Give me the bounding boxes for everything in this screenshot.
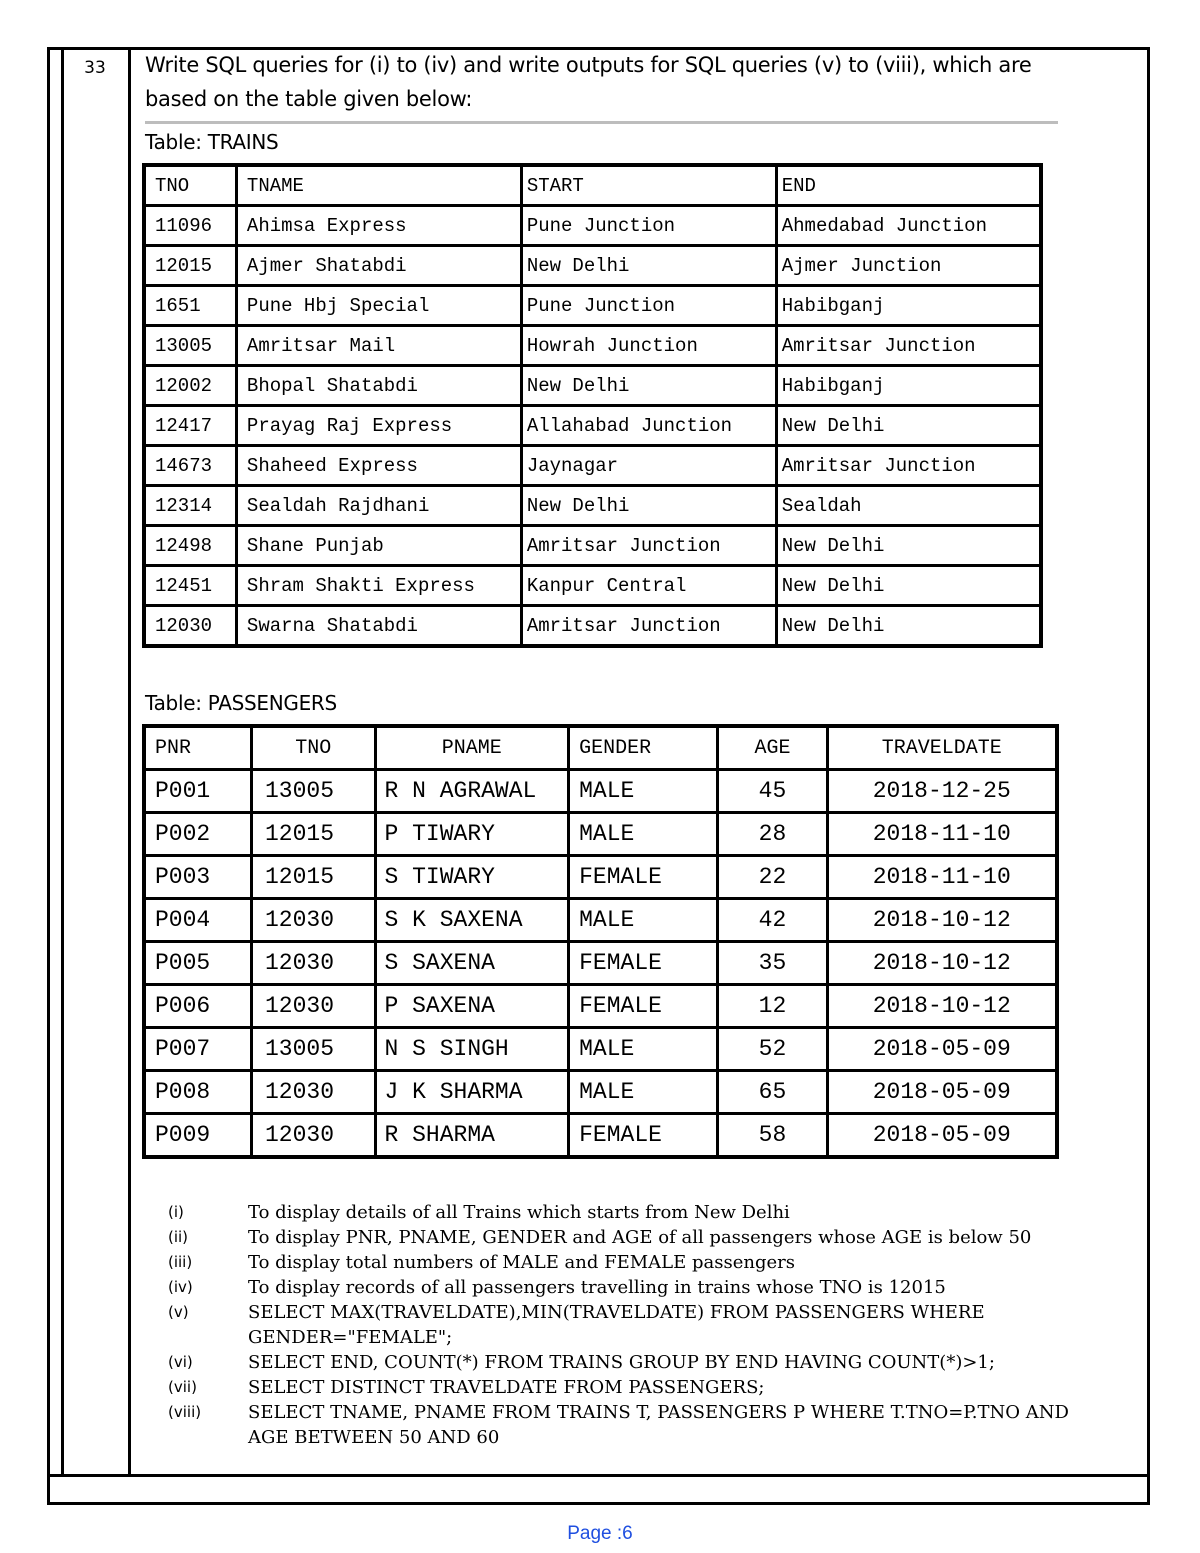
table-cell: Swarna Shatabdi <box>236 606 521 647</box>
table-cell: Allahabad Junction <box>521 406 776 446</box>
table-row <box>144 606 1041 647</box>
table-cell: New Delhi <box>776 526 1041 566</box>
question-number: 33 <box>84 58 106 78</box>
table-cell: N S SINGH <box>375 1028 569 1071</box>
table-cell: S K SAXENA <box>375 899 569 942</box>
table-cell: 22 <box>718 856 827 899</box>
table-cell: 12030 <box>252 985 376 1028</box>
table-cell: Prayag Raj Express <box>236 406 521 446</box>
passengers-table <box>142 724 1059 1159</box>
table-cell: 2018-11-10 <box>827 813 1057 856</box>
table-cell: Ahmedabad Junction <box>776 206 1041 246</box>
header-cell: START <box>521 165 776 206</box>
subquestion-number: (viii) <box>168 1403 202 1421</box>
table-cell: 12314 <box>144 486 236 526</box>
table-cell: Pune Hbj Special <box>236 286 521 326</box>
table-cell: Sealdah <box>776 486 1041 526</box>
table-cell: 12498 <box>144 526 236 566</box>
header-cell: TRAVELDATE <box>827 726 1057 770</box>
table-cell: 13005 <box>252 1028 376 1071</box>
table-cell: MALE <box>569 899 718 942</box>
table-cell: 12030 <box>252 899 376 942</box>
subquestion-text: To display PNR, PNAME, GENDER and AGE of all passengers whose AGE is below 50 <box>248 1227 1032 1248</box>
table-row <box>144 1114 1057 1158</box>
table-row <box>144 366 1041 406</box>
table-cell: P TIWARY <box>375 813 569 856</box>
table-cell: 11096 <box>144 206 236 246</box>
header-cell: GENDER <box>569 726 718 770</box>
table-cell: FEMALE <box>569 856 718 899</box>
subquestion-text: SELECT MAX(TRAVELDATE),MIN(TRAVELDATE) FROM PASSENGERS WHERE GENDER="FEMALE"; <box>248 1302 985 1348</box>
table-cell: Pune Junction <box>521 286 776 326</box>
trains-caption: Table: TRAINS <box>145 130 279 154</box>
header-cell: AGE <box>718 726 827 770</box>
table-cell: 28 <box>718 813 827 856</box>
table-cell: P005 <box>144 942 252 985</box>
header-cell: PNR <box>144 726 252 770</box>
header-cell: PNAME <box>375 726 569 770</box>
table-cell: 12030 <box>252 942 376 985</box>
table-cell: Shram Shakti Express <box>236 566 521 606</box>
table-row <box>144 526 1041 566</box>
table-row <box>144 286 1041 326</box>
table-cell: P002 <box>144 813 252 856</box>
table-cell: 13005 <box>144 326 236 366</box>
trains-table <box>142 163 1043 648</box>
number-column-divider <box>128 47 131 1477</box>
subquestion-number: (iv) <box>168 1278 193 1296</box>
table-cell: New Delhi <box>776 606 1041 647</box>
table-cell: New Delhi <box>521 366 776 406</box>
table-cell: 12030 <box>252 1071 376 1114</box>
table-cell: New Delhi <box>521 246 776 286</box>
table-cell: P003 <box>144 856 252 899</box>
subquestion-item <box>168 1375 1118 1400</box>
table-cell: P009 <box>144 1114 252 1158</box>
subquestion-item <box>168 1275 1118 1300</box>
subquestion-text: SELECT END, COUNT(*) FROM TRAINS GROUP BY END HAVING COUNT(*)>1; <box>248 1352 995 1373</box>
table-cell: 12417 <box>144 406 236 446</box>
subquestion-item <box>168 1300 1118 1350</box>
table-row <box>144 813 1057 856</box>
table-cell: 12015 <box>252 856 376 899</box>
subquestion-text: SELECT DISTINCT TRAVELDATE FROM PASSENGERS; <box>248 1377 765 1398</box>
table-cell: R N AGRAWAL <box>375 770 569 813</box>
header-cell: TNAME <box>236 165 521 206</box>
table-cell: 12 <box>718 985 827 1028</box>
table-cell: P004 <box>144 899 252 942</box>
table-cell: Shane Punjab <box>236 526 521 566</box>
table-cell: New Delhi <box>521 486 776 526</box>
table-row <box>144 246 1041 286</box>
table-cell: MALE <box>569 770 718 813</box>
subquestion-number: (vi) <box>168 1353 193 1371</box>
table-cell: New Delhi <box>776 406 1041 446</box>
table-row <box>144 206 1041 246</box>
table-row <box>144 770 1057 813</box>
table-cell: P007 <box>144 1028 252 1071</box>
table-cell: P006 <box>144 985 252 1028</box>
table-cell: 13005 <box>252 770 376 813</box>
intro-rule <box>145 121 1058 124</box>
table-cell: 12030 <box>144 606 236 647</box>
table-cell: 12451 <box>144 566 236 606</box>
subquestion-number: (ii) <box>168 1228 189 1246</box>
subquestion-number: (v) <box>168 1303 189 1321</box>
table-cell: MALE <box>569 1028 718 1071</box>
table-row <box>144 326 1041 366</box>
table-cell: Amritsar Junction <box>776 326 1041 366</box>
table-row <box>144 406 1041 446</box>
table-row <box>144 486 1041 526</box>
subquestion-item <box>168 1350 1118 1375</box>
table-cell: 58 <box>718 1114 827 1158</box>
frame-bottom-divider <box>47 1474 1150 1477</box>
table-cell: R SHARMA <box>375 1114 569 1158</box>
table-cell: 12030 <box>252 1114 376 1158</box>
subquestion-text: To display details of all Trains which starts from New Delhi <box>248 1202 790 1223</box>
table-row <box>144 942 1057 985</box>
passengers-header-row <box>144 726 1057 770</box>
table-row <box>144 1071 1057 1114</box>
table-cell: Bhopal Shatabdi <box>236 366 521 406</box>
table-cell: Amritsar Junction <box>521 606 776 647</box>
table-cell: 1651 <box>144 286 236 326</box>
table-cell: Amritsar Mail <box>236 326 521 366</box>
table-cell: MALE <box>569 1071 718 1114</box>
table-cell: 2018-11-10 <box>827 856 1057 899</box>
table-cell: P001 <box>144 770 252 813</box>
table-cell: New Delhi <box>776 566 1041 606</box>
table-cell: Amritsar Junction <box>776 446 1041 486</box>
table-cell: Jaynagar <box>521 446 776 486</box>
page-number: Page :6 <box>567 1523 633 1544</box>
table-cell: P SAXENA <box>375 985 569 1028</box>
table-cell: 12015 <box>144 246 236 286</box>
table-row <box>144 446 1041 486</box>
table-cell: Howrah Junction <box>521 326 776 366</box>
table-cell: 2018-12-25 <box>827 770 1057 813</box>
passengers-caption: Table: PASSENGERS <box>145 691 337 715</box>
subquestion-number: (vii) <box>168 1378 197 1396</box>
subquestion-number: (iii) <box>168 1253 193 1271</box>
table-cell: 2018-05-09 <box>827 1028 1057 1071</box>
table-cell: Habibganj <box>776 366 1041 406</box>
table-row <box>144 566 1041 606</box>
table-cell: Ajmer Junction <box>776 246 1041 286</box>
subquestion-item <box>168 1225 1118 1250</box>
table-cell: MALE <box>569 813 718 856</box>
table-row <box>144 985 1057 1028</box>
subquestion-text: To display total numbers of MALE and FEMALE passengers <box>248 1252 795 1273</box>
table-row <box>144 1028 1057 1071</box>
subquestion-list <box>168 1200 1118 1450</box>
table-cell: 2018-05-09 <box>827 1114 1057 1158</box>
table-cell: P008 <box>144 1071 252 1114</box>
table-cell: 2018-05-09 <box>827 1071 1057 1114</box>
subquestion-number: (i) <box>168 1203 184 1221</box>
table-cell: Amritsar Junction <box>521 526 776 566</box>
subquestion-item <box>168 1250 1118 1275</box>
table-cell: 2018-10-12 <box>827 985 1057 1028</box>
table-cell: FEMALE <box>569 942 718 985</box>
table-row <box>144 899 1057 942</box>
table-cell: 35 <box>718 942 827 985</box>
table-cell: 2018-10-12 <box>827 942 1057 985</box>
table-cell: 52 <box>718 1028 827 1071</box>
table-cell: Kanpur Central <box>521 566 776 606</box>
table-cell: Pune Junction <box>521 206 776 246</box>
table-cell: 14673 <box>144 446 236 486</box>
table-cell: 45 <box>718 770 827 813</box>
question-intro: Write SQL queries for (i) to (iv) and write outputs for SQL queries (v) to (viii), which are based on the table given below: <box>145 53 1032 111</box>
trains-header-row <box>144 165 1041 206</box>
header-cell: TNO <box>252 726 376 770</box>
subquestion-text: SELECT TNAME, PNAME FROM TRAINS T, PASSENGERS P WHERE T.TNO=P.TNO AND AGE BETWEEN 50 AND 60 <box>248 1402 1069 1448</box>
table-cell: S SAXENA <box>375 942 569 985</box>
subquestion-item <box>168 1400 1118 1450</box>
table-cell: Sealdah Rajdhani <box>236 486 521 526</box>
subquestion-item <box>168 1200 1118 1225</box>
table-cell: Shaheed Express <box>236 446 521 486</box>
header-cell: TNO <box>144 165 236 206</box>
table-cell: Ajmer Shatabdi <box>236 246 521 286</box>
table-cell: 2018-10-12 <box>827 899 1057 942</box>
table-cell: J K SHARMA <box>375 1071 569 1114</box>
table-row <box>144 856 1057 899</box>
table-cell: 12015 <box>252 813 376 856</box>
header-cell: END <box>776 165 1041 206</box>
table-cell: FEMALE <box>569 985 718 1028</box>
left-margin-divider <box>61 47 64 1477</box>
table-cell: 42 <box>718 899 827 942</box>
table-cell: S TIWARY <box>375 856 569 899</box>
table-cell: 12002 <box>144 366 236 406</box>
table-cell: FEMALE <box>569 1114 718 1158</box>
subquestion-text: To display records of all passengers travelling in trains whose TNO is 12015 <box>248 1277 946 1298</box>
table-cell: Ahimsa Express <box>236 206 521 246</box>
table-cell: 65 <box>718 1071 827 1114</box>
table-cell: Habibganj <box>776 286 1041 326</box>
